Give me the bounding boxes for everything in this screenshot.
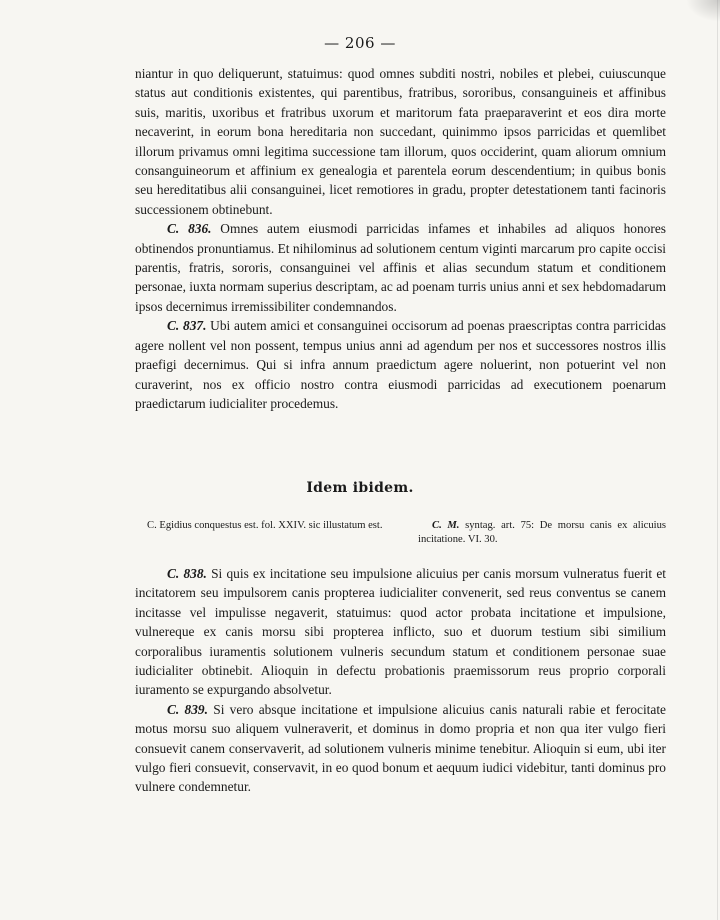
text-block-lower (135, 564, 666, 797)
paragraph-c837 (135, 316, 666, 413)
note-right (418, 519, 666, 547)
paragraph-c839 (135, 700, 666, 797)
section-mark: C. 839. (167, 701, 208, 717)
paragraph-c838 (135, 564, 666, 700)
paragraph-text: niantur in quo deliquerunt, statuimus: quod omnes subditi nostri, nobiles et plebei, cuiuscunque status aut conditionis existentes, qui parentibus, fratribus, sororibus, consanguineis et affinibus suis, maritis, uxoribus et fratribus uxorum et maritorum fata praeparaverint et eos dira morte necaverint, in eorum bona hereditaria non succedant, quinimmo ipsos parricidas et quemlibet illorum privamus omni legitima successione tam illorum, quos occiderint, quam aliorum omnium consanguineorum et affinium ex genealogia et parentela eorum descendentium; in quibus bonis seu hereditatibus alii consanguinei, licet remotiores in gradu, propter detestationem tanti facinoris successionem obtinebunt. (135, 66, 666, 217)
section-mark: C. 837. (167, 318, 207, 334)
section-mark: C. 836. (167, 221, 212, 237)
paragraph-text: Si vero absque incitatione et impulsione alicuius canis naturali rabie et ferocitate motus morsu suo aliquem vulneraverit, et dominus in domo propria et non qua iter vulgo fieri consuevit canem conservaverit, ad solutionem vulneris minime tenebitur. Alioquin si eum, ubi iter vulgo fieri consuevit, conservavit, in eo quod bonum et aequum iudici videbitur, tanti dominus pro vulnere condemnetur. (135, 701, 667, 795)
section-mark: C. 838. (167, 566, 207, 581)
page-edge (717, 0, 718, 920)
paragraph-text: Omnes autem eiusmodi parricidas infames et inhabiles ad aliquos honores obtinendos pronuntiamus. Et nihilominus ad solutionem centum viginti marcarum pro capite occisi parentis, fratris, sororis, consanguinei vel affinis et alias secundum statum et conditionem personae, iuxta normam superius descriptam, ac ad poenam turris unius anni et sex hebdomadarum ipsos decernimus irremissibiliter condemnandos. (135, 221, 666, 314)
note-left: C. Egidius conquestus est. fol. XXIV. sic illustatum est. (147, 520, 383, 531)
note-mark: C. M. (432, 520, 460, 531)
section-heading: Idem ibidem. (306, 480, 414, 496)
text-block-upper (135, 64, 666, 413)
paragraph-c836 (135, 219, 666, 316)
paragraph-text: Ubi autem amici et consanguinei occisorum ad poenas praescriptas contra parricidas agere nollent vel non possent, tempus unius anni ad agendum per nos et successores nostros illis praefigi decernimus. Qui si infra annum praedictum agere noluerint, non potuerint vel non curaverint, nos ex officio nostro contra eiusmodi parricidas ad executionem poenarum praedictarum iudicialiter procedemus. (135, 318, 667, 411)
note-text: syntag. art. 75: De morsu canis ex alicuius incitatione. VI. 30. (418, 520, 666, 545)
paragraph-continuation (135, 64, 666, 219)
corner-smudge (686, 0, 720, 22)
paragraph-text: Si quis ex incitatione seu impulsione alicuius per canis morsum vulneratus fuerit et incitatorem seu impulsorem canis propterea iudicialiter convenerit, sed reus conventus se canem incitasse vel impulisse negaverit, statuimus: quod actor probata incitatione et impulsione, vulnereque ex canis morsu sibi propterea inflicto, suo et duorum testium sibi similium corporalibus iuramentis solutionem vulneris secundum statum et conditionem personae suae iudicialiter obtinebit. Alioquin in defectu probationis praemissorum reus proprio corporali iuramento se expurgando absolvetur. (135, 566, 666, 698)
page-number: — 206 — (324, 34, 396, 52)
